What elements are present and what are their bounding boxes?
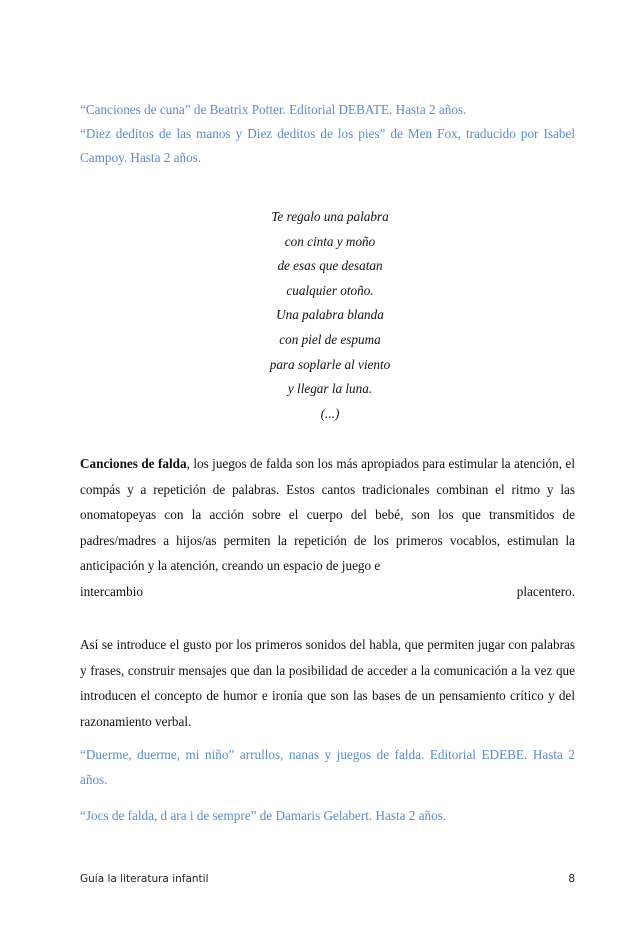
poem-line: Una palabra blanda (276, 307, 384, 323)
reference-item: “Duerme, duerme, mi niño” arrullos, nanas y juegos de falda. Editorial EDEBE. Hasta 2 años. (80, 747, 575, 787)
page-footer (80, 873, 575, 885)
page-number: 8 (568, 873, 575, 885)
reference-item: “Canciones de cuna” de Beatrix Potter. Editorial DEBATE. Hasta 2 años. (80, 102, 467, 117)
poem (230, 205, 430, 426)
document-page (80, 0, 575, 930)
poem-line: Te regalo una palabra (271, 209, 389, 224)
paragraph-text: , los juegos de falda son los más apropiados para estimular la atención, el compás y a repetición de palabras. Estos cantos tradicionales combinan el ritmo y las onomatopeyas con la acción sobre el cuerpo del bebé, son los que transmitidos de padres/madres a hijos/as permiten la repetición de los primeros vocablos, estimulan la anticipación y la atención, creando un espacio de juego e (80, 456, 575, 574)
poem-line: con piel de espuma (279, 331, 381, 347)
paragraph-gusto-sonidos: Así se introduce el gusto por los primeros sonidos del habla, que permiten jugar con palabras y frases, construir mensajes que dan la posibilidad de acceder a la comunicación a la vez que introducen el concepto de humor e ironía que son las bases de un pensamiento crítico y del razonamiento verbal. (80, 637, 575, 729)
spacer (80, 792, 575, 803)
reference-item: “Jocs de falda, d ara i de sempre” de Damaris Gelabert. Hasta 2 años. (80, 808, 447, 823)
paragraph-last-word-right: placentero. (516, 583, 575, 599)
poem-ellipsis: (...) (320, 405, 340, 421)
poem-line: con cinta y moño (284, 233, 376, 249)
poem-line: y llegar la luna. (287, 381, 373, 397)
poem-line: de esas que desatan (277, 258, 383, 274)
paragraph-bold-lead: Canciones de falda (80, 456, 187, 471)
references-bottom (80, 742, 575, 828)
reference-item: “Diez deditos de las manos y Diez deditos de los pies” de Men Fox, traducido por Isabel Campoy. Hasta 2 años. (80, 126, 575, 165)
paragraph-last-line (80, 579, 575, 605)
paragraph-last-word-left: intercambio (80, 583, 143, 599)
poem-line: para soplarle al viento (269, 356, 391, 372)
paragraph-canciones-de-falda (80, 451, 575, 605)
footer-title: Guía la literatura infantil (80, 873, 209, 885)
references-top (80, 98, 575, 170)
poem-line: cualquier otoño. (286, 282, 374, 298)
